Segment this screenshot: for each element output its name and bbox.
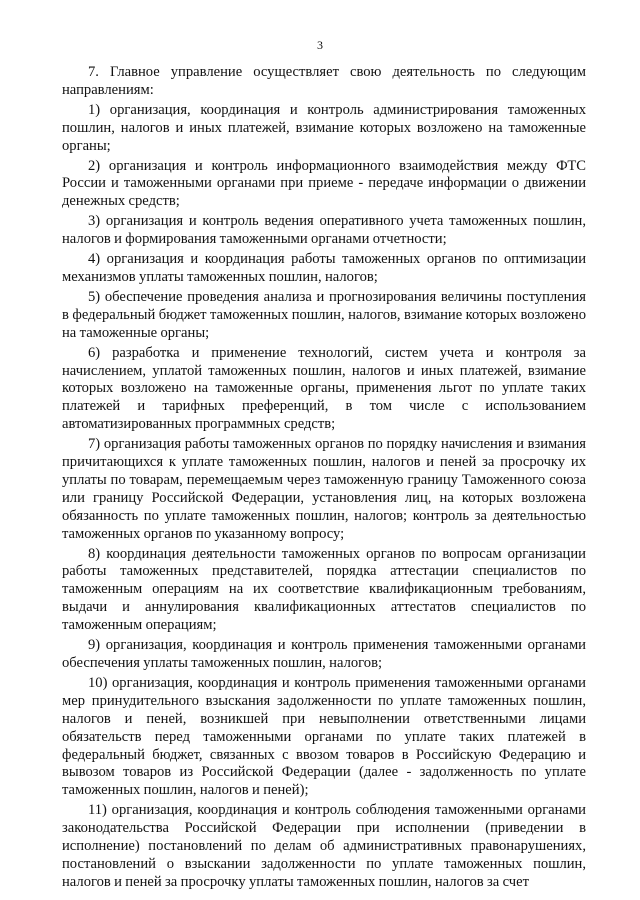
list-item-10: 10) организация, координация и контроль применения таможенными органами мер принудительного взыскания задолженности по уплате таможенных пошлин, налогов и пеней, возникшей при невыполнении ответственными лицами обязательств перед таможенными органами по уплате таких платежей в федеральный бюджет, связанных с ввозом товаров в Российскую Федерацию и вывозом товаров из Российской Федерации (далее - задолженность по уплате таможенных пошлин, налогов и пеней); [62,674,586,799]
list-item-4: 4) организация и координация работы таможенных органов по оптимизации механизмов уплаты таможенных пошлин, налогов; [62,251,586,285]
page-number: 3 [317,38,323,52]
paragraph-item-7-intro: 7. Главное управление осуществляет свою деятельность по следующим направлениям: [62,64,586,98]
list-item-6: 6) разработка и применение технологий, систем учета и контроля за начислением, уплатой таможенных пошлин, налогов и иных платежей, взимание которых возложено на таможенные органы, применения льгот по уплате таких платежей и тарифных преференций, в том числе с использованием автоматизированных программных средств; [62,344,586,433]
list-item-5: 5) обеспечение проведения анализа и прогнозирования величины поступления в федеральный бюджет таможенных пошлин, налогов, взимание которых возложено на таможенные органы; [62,288,586,341]
list-item-2: 2) организация и контроль информационного взаимодействия между ФТС России и таможенными органами при приеме - передаче информации о движении денежных средств; [62,157,586,210]
list-item-1: 1) организация, координация и контроль администрирования таможенных пошлин, налогов и иных платежей, взимание которых возложено на таможенные органы; [62,101,586,154]
list-item-3: 3) организация и контроль ведения оперативного учета таможенных пошлин, налогов и формирования таможенными органами отчетности; [62,213,586,248]
list-item-11: 11) организация, координация и контроль соблюдения таможенными органами законодательства Российской Федерации при исполнении (приведении в исполнение) постановлений по делам об административных правонарушениях, постановлений о взыскании задолженности по уплате таможенных пошлин, налогов и пеней за просрочку уплаты таможенных пошлин, налогов за счет [62,802,586,890]
list-item-7: 7) организация работы таможенных органов по порядку начисления и взимания причитающихся к уплате таможенных пошлин, налогов и пеней за просрочку их уплаты по товарам, перемещаемым через таможенную границу Таможенного союза или границу Российской Федерации, установления лиц, на которых возложена обязанность по уплате таможенных пошлин, налогов; контроль за деятельностью таможенных органов по указанному вопросу; [62,436,586,542]
list-item-9: 9) организация, координация и контроль применения таможенными органами обеспечения уплаты таможенных пошлин, налогов; [62,637,586,671]
list-item-8: 8) координация деятельности таможенных органов по вопросам организации работы таможенных представителей, порядка аттестации специалистов по таможенным операциям на их соответствие квалификационным требованиям, выдачи и аннулирования квалификационных аттестатов специалистов по таможенным операциям; [62,545,586,634]
document-body [62,64,586,894]
